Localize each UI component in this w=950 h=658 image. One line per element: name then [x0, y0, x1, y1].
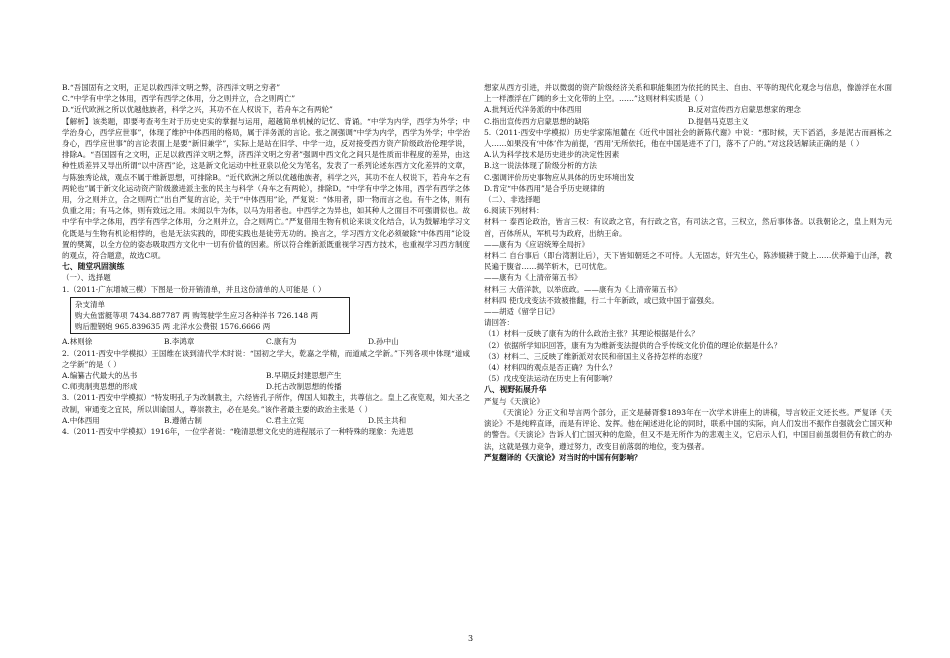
page-number: 3 — [468, 634, 474, 643]
material-2: 材料二 自台事后（即台湾割让后），天下皆知朝廷之不可恃。人无固志，奸宄生心，陈涉辍耕于陇上……伏莽遍于山泽，教民遍于腹省……揭竿斩木，已可忧危。 — [484, 251, 892, 272]
q4-option-b: B.反对宣传西方启蒙思想家的理念 — [688, 105, 801, 115]
right-column — [484, 82, 892, 463]
q5-option-c: C.强调评价历史事物应从具体的历史环境出发 — [484, 172, 635, 182]
question-3-options — [62, 415, 470, 426]
material-4-source: ——胡适《留学日记》 — [484, 307, 559, 317]
question-4: 4.（2011·西安中学模拟）1916年，一位学者说：“晚清思想文化史的进程展示了一种特殊的现象：先进思 — [62, 427, 414, 437]
section-7-heading: 七、随堂巩固演练 — [62, 262, 125, 272]
question-4-options-row-1 — [484, 104, 892, 115]
q4-option-c: C.指出宣传西方启蒙思想的缺陷 — [484, 116, 590, 126]
q1-option-b: B.李鸿章 — [164, 337, 195, 347]
q5-option-b: B.这一说法体现了阶级分析的方法 — [484, 161, 597, 171]
question-6: 6.阅读下列材料： — [484, 206, 544, 216]
q5-option-a: A.认为科学技术是历史进步的决定性因素 — [484, 150, 620, 160]
expense-list-row: 购后膛钢炮 965.839635 两 北洋水公费银 1576.6666 两 — [75, 322, 271, 332]
question-4-options-row-2 — [484, 116, 892, 127]
option-b: B.“吾国固有之文明，正足以救西洋文明之弊，济西洋文明之穷者” — [62, 83, 281, 92]
option-c: C.“中学有中学之体用，西学有西学之体用，分之则并立，合之则两亡” — [62, 94, 296, 104]
material-1-source: ——康有为《应诏统筹全局折》 — [484, 239, 589, 249]
question-5: 5.（2011·西安中学模拟）历史学家陈旭麓在《近代中国社会的新陈代谢》中说：“那时候，天下滔滔，多是泥古而画栋之人……如果没有‘中体’作为前提，‘西用’无所依托，他在中国是进不了门，落不了户的。”对这段话解读正确的是（ ） — [484, 127, 892, 149]
question-4-continued: 想家从西方引进，并以微弱的资产阶级经济关系和职能集团为依托的民主、自由、平等的现代化观念与信息，像游浮在水面上一样漂浮在广阔的乡土文化带的上空。……”这则材料实质是（ ） — [484, 83, 892, 104]
q3-option-b: B.遵循古制 — [164, 415, 202, 425]
q3-option-c: C.君主立宪 — [266, 415, 304, 425]
topic-paragraph: 《天演论》分正文和导言两个部分，正文是赫胥黎1893年在一次学术讲座上的讲稿，导言较正文还长些。严复译《天演论》不是纯粹直译，而是有评论、发挥。他在阐述进化论的同时，联系中国的实际，向人们发出不振作自强就会亡国灭种的警告。《天演论》告诉人们亡国灭种的危险，但又不是无所作为的悲观主义，它启示人们，中国目前虽弱但仍有救亡的办法，这就是强力竞争，遵过努力，改变目前落弱的地位，变为强者。 — [484, 407, 892, 451]
q5-option-d: D.肯定“中体西用”是合乎历史规律的 — [484, 183, 605, 193]
q1-option-d: D.孙中山 — [368, 337, 399, 347]
answer-prompt: 请回答： — [484, 318, 514, 328]
material-3: 材料三 大借洋款，以举庶政。——康有为《上清帝第五书》 — [484, 284, 682, 294]
q1-option-c: C.康有为 — [266, 337, 297, 347]
material-4: 材料四 使戊戌变法不致被推翻，行二十年新政，或已致中国于富强矣。 — [484, 295, 719, 305]
sub-question-5: （5）戊戌变法运动在历史上有何影响？ — [484, 374, 617, 384]
question-2-options-row-2 — [62, 381, 470, 392]
left-column — [62, 82, 470, 437]
material-1: 材料一 泰西论政治，皆言三权：有议政之官，有行政之官，有司法之官，三权立，然后事体备。以我朝论之，皇上则为元首，百体所从，军机号为政府，出纳王命。 — [484, 217, 892, 238]
expense-list-row: 购大鱼雷艇等项 7434.887787 两 购驾驶学生应习各种洋书 726.148 两 — [75, 311, 319, 321]
sub-question-4: （4）材料四的观点是否正确？为什么？ — [484, 363, 617, 373]
expense-list-box — [70, 297, 350, 335]
q1-option-a: A.林则徐 — [62, 337, 93, 347]
q4-option-a: A.批判近代洋务派的中体西用 — [484, 105, 582, 115]
topic-question: 严复翻译的《天演论》对当时的中国有何影响？ — [484, 452, 642, 462]
question-3: 3.（2011·西安中学模拟）“特发明孔子为改制教主，六经皆孔子所作，俾国人知教主，共尊信之。皇上乙夜览观，知大圣之改制，审通变之宜民，所以训谕国人，尊崇教主，必在是矣。”该作者最主要的政治主张是（ ） — [62, 393, 470, 414]
q2-option-a: A.编纂古代最大的丛书 — [62, 371, 138, 381]
option-d: D.“近代欧洲之所以优越他族者，科学之兴，其功不在人权说下，若舟车之有两轮” — [62, 105, 333, 115]
question-1: 1.（2011·广东增城三模）下图是一份开销清单，并且这份清单的人可能是（ ） — [62, 284, 326, 294]
subsection-essay-heading: （二）、非选择题 — [484, 195, 541, 205]
sub-question-3: （3）材料二、三反映了维新派对农民和帝国主义各持怎样的态度？ — [484, 351, 707, 361]
q2-option-b: B.早期反封建思想产生 — [266, 371, 342, 381]
subsection-choice-heading: （一）、选择题 — [62, 273, 111, 283]
sub-question-1: （1）材料一反映了康有为的什么政治主张？其理论根据是什么？ — [484, 329, 699, 339]
material-2-source: ——康有为《上清帝第五书》 — [484, 273, 582, 283]
q3-option-d: D.民主共和 — [368, 415, 407, 425]
expense-list-title: 杂支清单 — [75, 299, 105, 309]
topic-title: 严复与《天演论》 — [484, 396, 544, 406]
q4-option-d: D.提倡马克思主义 — [688, 116, 749, 126]
question-2-options-row-1 — [62, 370, 470, 381]
q2-option-c: C.师夷制夷思想的形成 — [62, 382, 138, 392]
question-2: 2.（2011·西安中学模拟）王国维在谈到清代学术时说：“国初之学大，乾嘉之学精，而道咸之学新。”下列各项中体现“道咸之学新”的是（ ） — [62, 348, 470, 369]
question-1-options — [62, 336, 470, 347]
q3-option-a: A.中体西用 — [62, 415, 100, 425]
section-8-heading: 八、视野拓展升华 — [484, 385, 547, 395]
analysis-paragraph: 【解析】该类题，即要考查考生对于历史史实的掌握与运用，超越简单机械的记忆、背诵。“中学为内学，西学为外学；中学治身心，西学应世事”，体现了维护中体西用的格局，属于洋务派的言论。张之洞强调“中学为内学，西学为外学；中学治身心，西学应世事”的言论表面上是要“新旧兼学”，实际上是站在旧学、中学一边，反对接受西方资产阶级政治伦理学说，排除A。“吾国固有之文明，正足以救西洋文明之弊，济西洋文明之穷者”强调中西文化之间只是性质而非程度的差异，由这种性质差异又导出所谓“以中济西”论，这是新文化运动中杜亚泉以伦父为笔名，发表了一系列论述东西方文化差异的文章，与陈独秀论战，观点不属于维新思想，可排除B。“近代欧洲之所以优越他族者，科学之兴，其功不在人权说下，若舟车之有两轮也”属于新文化运动资产阶级激进派主张的民主与科学（舟车之有两轮），排除D。“中学有中学之体用，西学有西学之体用，分之则并立，合之则两亡”出自严复的言论，关于“中体西用”论，严复说：“体用者，即一物而言之也。有牛之体，则有负重之用；有马之体，则有致远之用。未闻以牛为体，以马为用者也。中西学之为异也，如其种人之面目不可强谓似也。故中学有中学之体用，西学有西学之体用，分之则并立，合之则两亡。”严复借用生物有机论来谈文化结合，认为鼓解地学习文化既是与生物有机论相悖的，也是无法实践的，即使实践也是徒劳无功的。换言之，学习西方文化必须破除“中体西用”论设置的樊篱，以全方位的姿态吸取西方文化中一切有价值的因素。所以符合维新派既重视学习西方技术，也重视学习西方制度的观点，符合题意，故选C项。 — [62, 116, 470, 261]
q2-option-d: D.托古改制思想的传播 — [266, 382, 342, 392]
sub-question-2: （2）依据所学知识回答，康有为为维新变法提供的合乎传统文化价值的理论依据是什么？ — [484, 340, 782, 350]
